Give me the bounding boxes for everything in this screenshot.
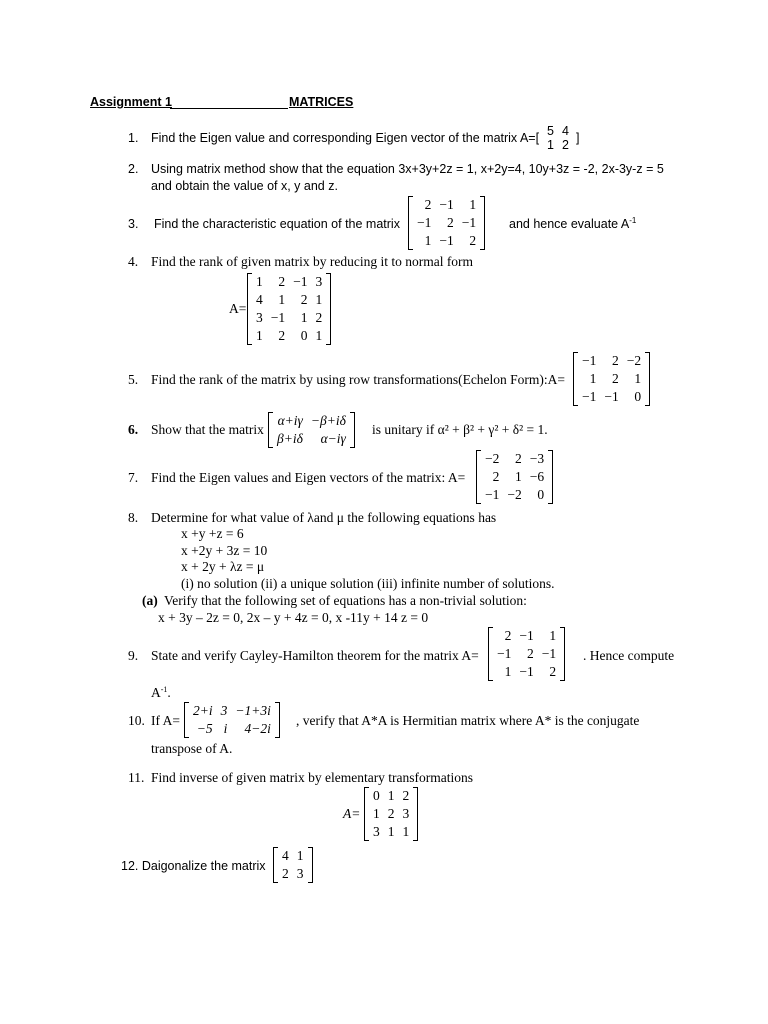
matrix-cell: −1 xyxy=(519,628,534,643)
matrix-row xyxy=(481,450,548,468)
q1-matrix xyxy=(538,124,578,152)
q9-tail: $A^{-1}$. xyxy=(151,685,171,700)
matrix-cell: −6 xyxy=(529,469,545,484)
matrix-row xyxy=(493,645,560,663)
matrix-row xyxy=(578,388,645,406)
q7-matrix xyxy=(476,450,553,504)
assignment-label: Assignment 1 xyxy=(90,95,172,109)
matrix-cell: −1 xyxy=(541,646,557,661)
q6-after-text: is unitary if α² + β² + γ² + δ² = 1. xyxy=(372,422,548,437)
matrix-cell: −1 xyxy=(417,215,432,230)
matrix-cell: −1+3i xyxy=(235,703,271,718)
matrix-cell: 2 xyxy=(561,138,569,152)
matrix-row xyxy=(413,196,480,214)
matrix-cell: 2 xyxy=(549,664,557,679)
matrix-row xyxy=(252,273,326,291)
matrix-cell: 0 xyxy=(300,328,308,343)
matrix-cell: 1 xyxy=(469,197,477,212)
matrix-row xyxy=(278,847,308,865)
matrix-cell: −1 xyxy=(270,310,286,325)
matrix-cell: 2 xyxy=(402,788,410,803)
matrix-cell: 1 xyxy=(504,664,512,679)
matrix-cell: 1 xyxy=(278,292,286,307)
matrix-row xyxy=(273,430,350,448)
q3-after-text: and hence evaluate $A^{-1}$ xyxy=(509,216,637,231)
q1-close-bracket: ] xyxy=(576,131,580,145)
matrix-row xyxy=(493,663,560,681)
matrix-cell: 1 xyxy=(424,233,432,248)
q4-number: 4. xyxy=(128,254,139,269)
matrix-cell: 3 xyxy=(220,703,228,718)
matrix-row xyxy=(278,865,308,883)
q9-number: 9. xyxy=(128,648,139,663)
matrix-cell: 2 xyxy=(387,806,395,821)
q10-text: If A= xyxy=(151,713,180,728)
matrix-cell: 2+i xyxy=(193,703,213,718)
matrix-cell: 4 xyxy=(256,292,263,307)
matrix-cell: −β+iδ xyxy=(310,413,346,428)
matrix-row xyxy=(578,352,645,370)
q12-text: 12. Daigonalize the matrix xyxy=(121,859,266,873)
matrix-cell: −1 xyxy=(582,353,597,368)
matrix-cell: α−iγ xyxy=(320,431,346,446)
matrix-cell: −2 xyxy=(485,451,500,466)
q4-matrix xyxy=(247,273,331,345)
q2-line1: Using matrix method show that the equation 3x+3y+2z = 1, x+2y=4, 10y+3z = -2, 2x-3y-z = 5 xyxy=(151,162,664,176)
matrix-cell: 2 xyxy=(492,469,500,484)
q1-text: Find the Eigen value and corresponding Eigen vector of the matrix A=[ xyxy=(151,131,540,145)
matrix-cell: 2 xyxy=(278,328,286,343)
q8-equation-2: x +2y + 3z = 10 xyxy=(181,543,268,558)
matrix-cell: 3 xyxy=(296,866,304,881)
matrix-row xyxy=(578,370,645,388)
matrix-cell: 1 xyxy=(300,310,308,325)
matrix-row xyxy=(273,412,350,430)
matrix-cell: 2 xyxy=(278,274,286,289)
q8a-label: (a) xyxy=(142,593,158,608)
q2-line2: and obtain the value of x, y and z. xyxy=(151,179,338,193)
matrix-cell: −2 xyxy=(507,487,522,502)
page-title: MATRICES xyxy=(289,95,354,109)
matrix-row xyxy=(413,214,480,232)
matrix-cell: 0 xyxy=(634,389,642,404)
q8-text: Determine for what value of λand μ the following equations has xyxy=(151,510,497,525)
matrix-cell: −1 xyxy=(439,197,454,212)
q11-text: Find inverse of given matrix by elementary transformations xyxy=(151,770,474,785)
matrix-row xyxy=(369,823,413,841)
matrix-cell: 3 xyxy=(256,310,263,325)
matrix-cell: 2 xyxy=(300,292,308,307)
q9-matrix xyxy=(488,627,565,681)
matrix-cell: 2 xyxy=(612,353,619,368)
matrix-row xyxy=(369,805,413,823)
matrix-cell: 1 xyxy=(589,371,597,386)
matrix-cell: 4 xyxy=(561,124,569,138)
matrix-cell: α+iγ xyxy=(277,413,303,428)
matrix-cell: 5 xyxy=(547,124,554,138)
q8-options: (i) no solution (ii) a unique solution (iii) infinite number of solutions. xyxy=(181,576,555,591)
q11-label: A= xyxy=(343,806,361,821)
q12-matrix xyxy=(273,847,313,883)
q4-text: Find the rank of given matrix by reducing it to normal form xyxy=(151,254,474,269)
matrix-cell: 2 xyxy=(527,646,534,661)
q9-text: State and verify Cayley-Hamilton theorem for the matrix A= xyxy=(151,648,479,663)
matrix-cell: −1 xyxy=(461,215,477,230)
matrix-cell: 3 xyxy=(373,824,380,839)
matrix-cell: 0 xyxy=(373,788,380,803)
q10-matrix xyxy=(184,702,280,738)
q8a-text: Verify that the following set of equations has a non-trivial solution: xyxy=(164,593,527,608)
matrix-cell: β+iδ xyxy=(277,431,303,446)
matrix-row xyxy=(543,124,573,138)
q11-matrix xyxy=(364,787,418,841)
q5-text: Find the rank of the matrix by using row transformations(Echelon Form):A= xyxy=(151,372,566,387)
q10-after-text: , verify that A*A is Hermitian matrix where A* is the conjugate xyxy=(296,713,640,728)
q3-text: Find the characteristic equation of the matrix xyxy=(154,217,400,231)
matrix-cell: 2 xyxy=(315,310,323,325)
q10-number: 10. xyxy=(128,713,145,728)
matrix-row xyxy=(481,486,548,504)
q9-after-text: . Hence compute xyxy=(583,648,675,663)
q5-number: 5. xyxy=(128,372,139,387)
matrix-cell: 2 xyxy=(424,197,432,212)
matrix-cell: 1 xyxy=(402,824,410,839)
matrix-cell: −5 xyxy=(196,721,213,736)
matrix-cell: 1 xyxy=(373,806,380,821)
matrix-row xyxy=(189,702,275,720)
matrix-cell: −1 xyxy=(485,487,500,502)
matrix-cell: −3 xyxy=(529,451,545,466)
matrix-cell: 1 xyxy=(256,328,263,343)
q8-equation-3: x + 2y + λz = μ xyxy=(181,559,265,574)
matrix-cell: 3 xyxy=(402,806,410,821)
matrix-row xyxy=(252,291,326,309)
matrix-cell: −1 xyxy=(604,389,619,404)
matrix-cell: −1 xyxy=(497,646,512,661)
matrix-row xyxy=(543,138,573,152)
matrix-row xyxy=(481,468,548,486)
matrix-cell: 2 xyxy=(612,371,619,386)
matrix-cell: −1 xyxy=(293,274,308,289)
matrix-row xyxy=(493,627,560,645)
q3-matrix xyxy=(408,196,485,250)
q4-label: A= xyxy=(229,301,247,316)
title-underline xyxy=(170,108,288,109)
matrix-cell: −1 xyxy=(519,664,534,679)
matrix-cell: 1 xyxy=(387,824,395,839)
matrix-cell: 1 xyxy=(515,469,522,484)
q10-line2: transpose of A. xyxy=(151,741,233,756)
matrix-cell: −2 xyxy=(626,353,642,368)
matrix-cell: −1 xyxy=(439,233,454,248)
q8a-equations: x + 3y – 2z = 0, 2x – y + 4z = 0, x -11y + 14 z = 0 xyxy=(158,610,429,625)
matrix-cell: 1 xyxy=(387,788,395,803)
q5-matrix xyxy=(573,352,650,406)
matrix-row xyxy=(252,327,326,345)
matrix-cell: 4−2i xyxy=(244,721,271,736)
matrix-cell: 1 xyxy=(547,138,554,152)
matrix-cell: 2 xyxy=(515,451,522,466)
matrix-cell: 4 xyxy=(282,848,289,863)
matrix-cell: 1 xyxy=(315,292,323,307)
q7-number: 7. xyxy=(128,470,139,485)
matrix-cell: 1 xyxy=(634,371,642,386)
matrix-cell: 1 xyxy=(315,328,323,343)
matrix-cell: 2 xyxy=(469,233,477,248)
matrix-row xyxy=(252,309,326,327)
matrix-cell: 2 xyxy=(447,215,454,230)
q6-number: 6. xyxy=(128,422,139,437)
matrix-cell: i xyxy=(223,721,228,736)
matrix-cell: 0 xyxy=(537,487,545,502)
q8-number: 8. xyxy=(128,510,139,525)
matrix-row xyxy=(189,720,275,738)
matrix-row xyxy=(369,787,413,805)
matrix-cell: 2 xyxy=(504,628,512,643)
matrix-row xyxy=(413,232,480,250)
matrix-cell: 2 xyxy=(282,866,289,881)
q11-number: 11. xyxy=(128,770,145,785)
matrix-cell: 3 xyxy=(315,274,323,289)
q2-number: 2. xyxy=(128,162,139,176)
matrix-cell: 1 xyxy=(256,274,263,289)
matrix-cell: −1 xyxy=(582,389,597,404)
q8-equation-1: x +y +z = 6 xyxy=(181,526,244,541)
q3-number: 3. xyxy=(128,217,139,231)
matrix-cell: 1 xyxy=(549,628,557,643)
q6-matrix xyxy=(268,412,355,448)
q7-text: Find the Eigen values and Eigen vectors of the matrix: A= xyxy=(151,470,466,485)
matrix-cell: 1 xyxy=(296,848,304,863)
q1-number: 1. xyxy=(128,131,139,145)
q6-text: Show that the matrix xyxy=(151,422,264,437)
